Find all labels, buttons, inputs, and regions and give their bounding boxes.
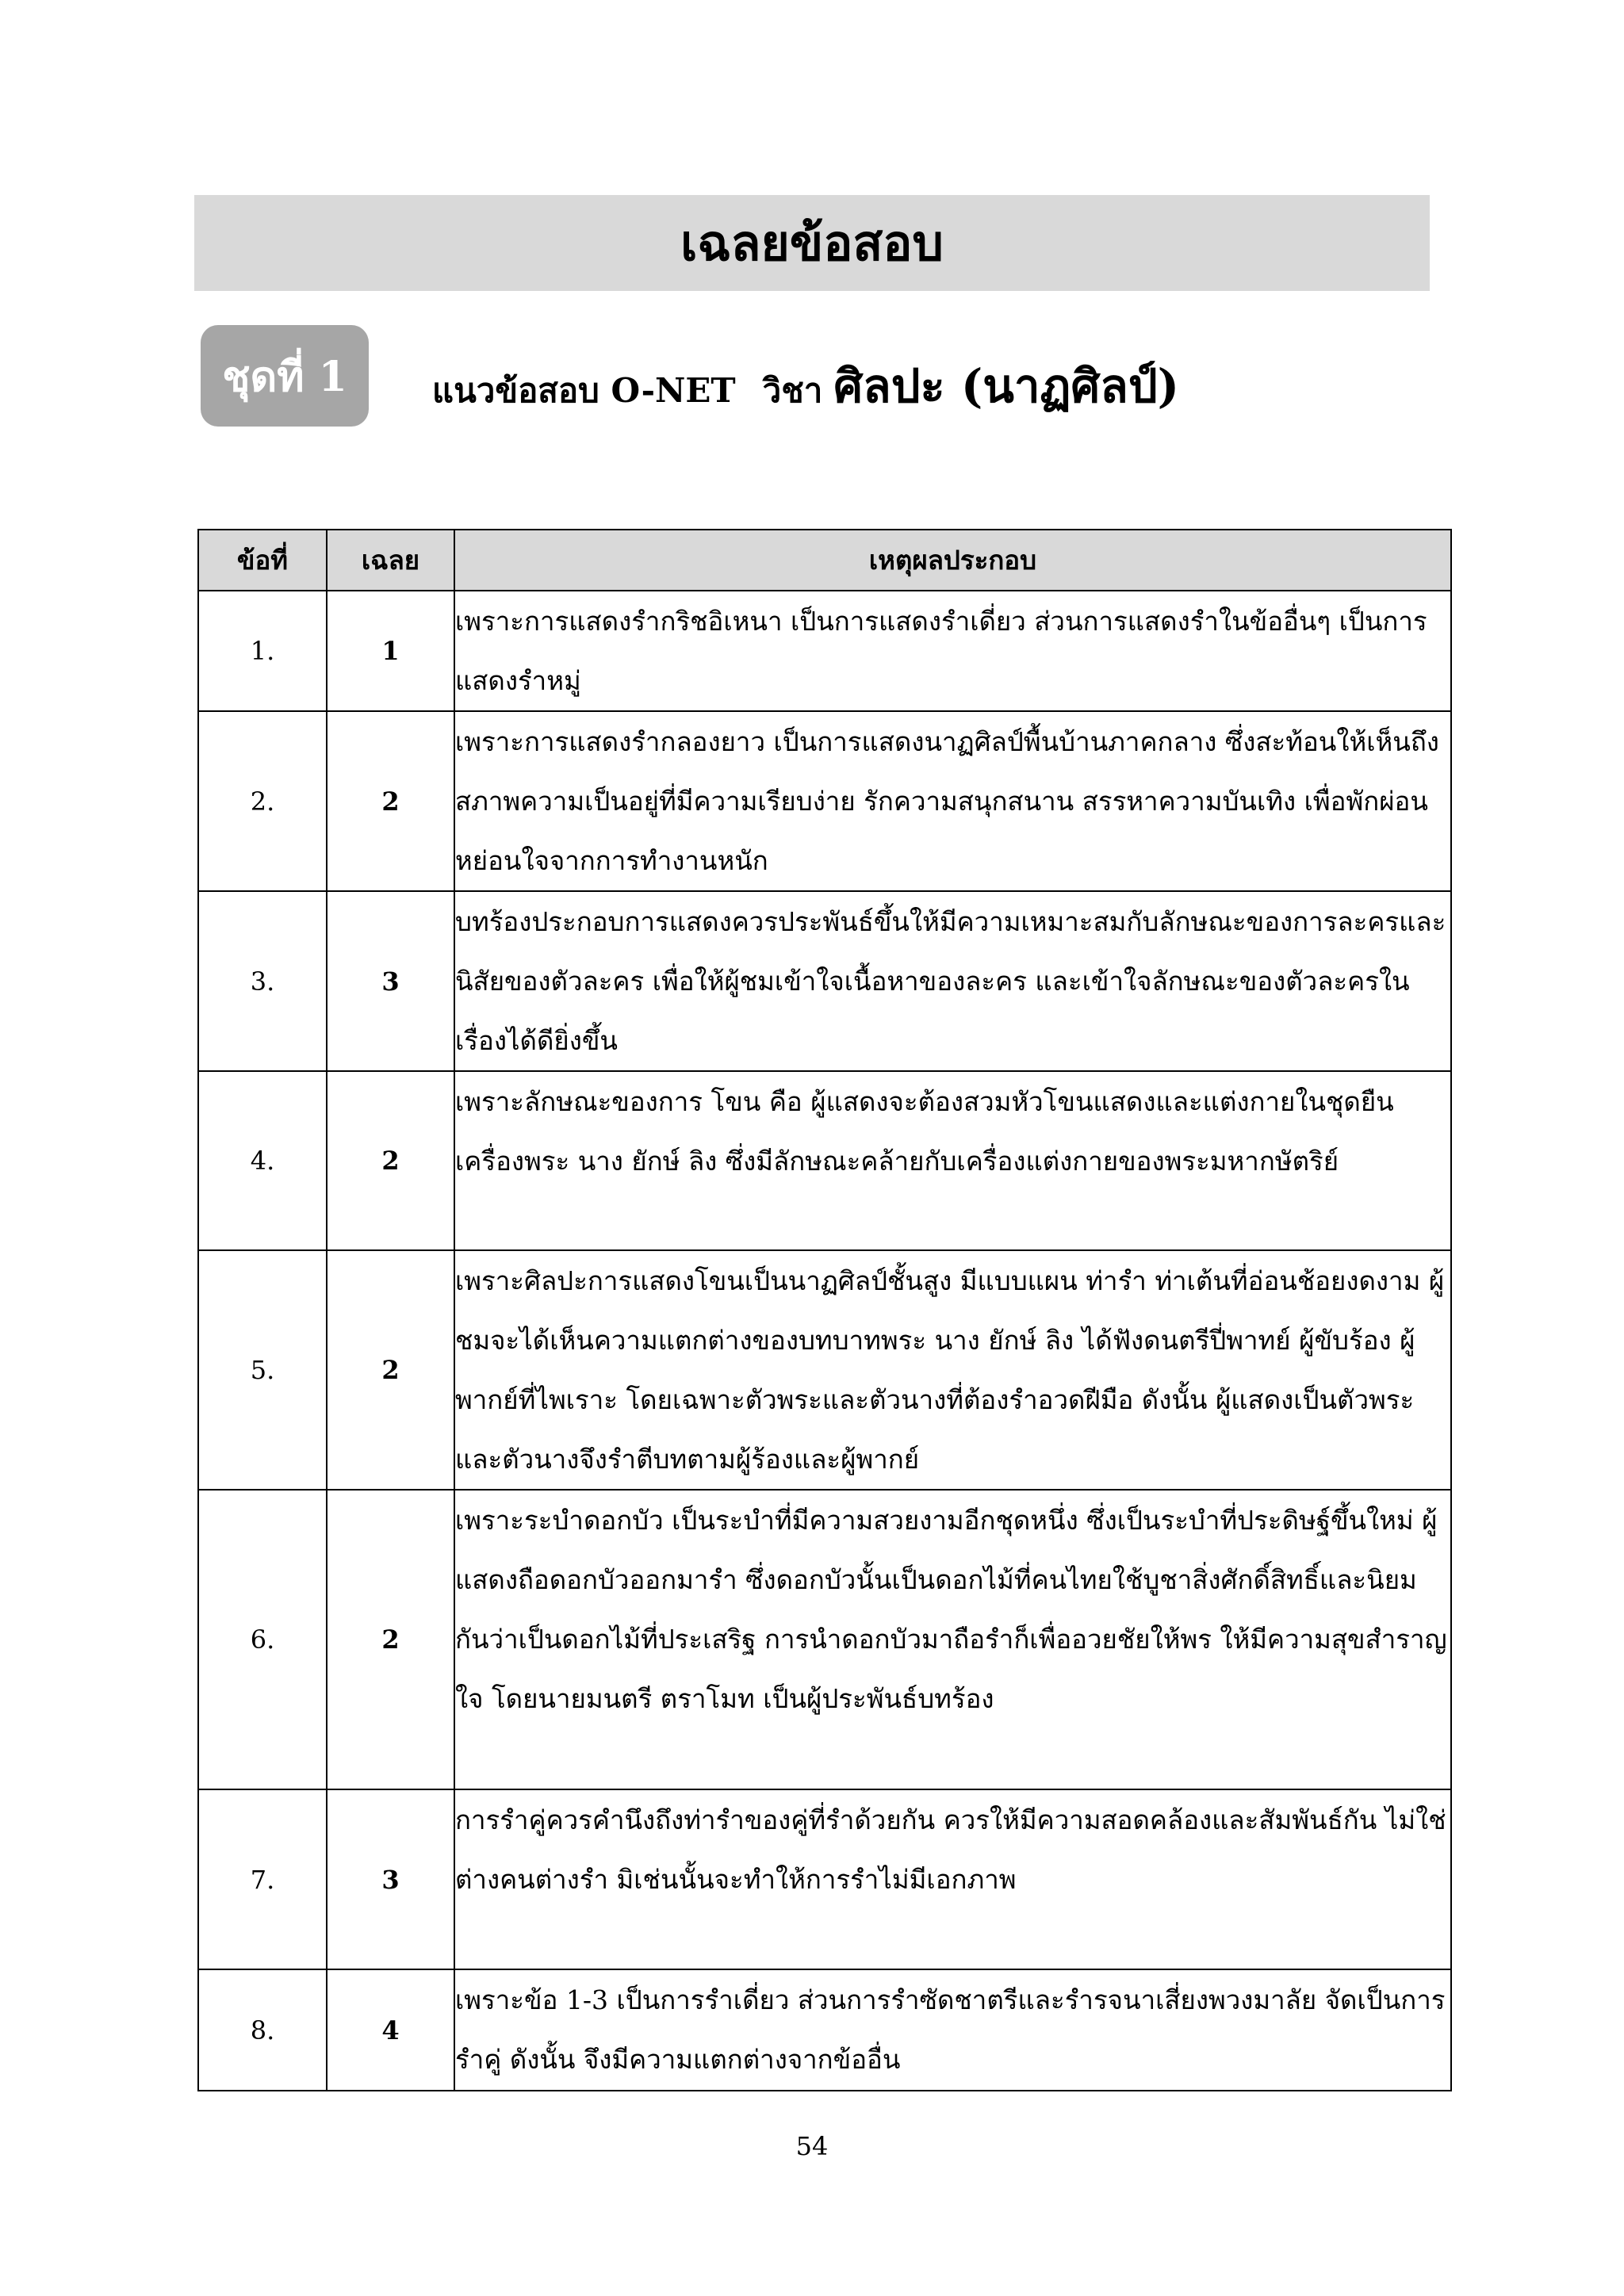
question-number: 4.: [198, 1071, 327, 1250]
question-number: 1.: [198, 591, 327, 711]
subject-heading: [432, 349, 1180, 413]
answer-table: [197, 529, 1452, 2091]
answer-choice: 2: [327, 1071, 454, 1250]
question-number: 3.: [198, 891, 327, 1071]
answer-reason: เพราะลักษณะของการ โขน คือ ผู้แสดงจะต้องสวมหัวโขนแสดงและแต่งกายในชุดยืนเครื่องพระ นาง ยักษ์ ลิง ซึ่งมีลักษณะคล้ายกับเครื่องแต่งกายของพระมหากษัตริย์: [454, 1071, 1451, 1250]
table-row: [198, 1789, 1451, 1969]
answer-reason: เพราะศิลปะการแสดงโขนเป็นนาฏศิลป์ชั้นสูง มีแบบแผน ท่ารำ ท่าเต้นที่อ่อนช้อยงดงาม ผู้ชมจะได้เห็นความแตกต่างของบทบาทพระ นาง ยักษ์ ลิง ได้ฟังดนตรีปี่พาทย์ ผู้ขับร้อง ผู้พากย์ที่ไพเราะ โดยเฉพาะตัวพระและตัวนางที่ต้องรำอวดฝีมือ ดังนั้น ผู้แสดงเป็นตัวพระและตัวนางจึงรำตีบทตามผู้ร้องและผู้พากย์: [454, 1250, 1451, 1490]
set-badge: [201, 325, 369, 427]
answer-reason: เพราะการแสดงรำกริชอิเหนา เป็นการแสดงรำเดี่ยว ส่วนการแสดงรำในข้ออื่นๆ เป็นการแสดงรำหมู่: [454, 591, 1451, 711]
question-number: 6.: [198, 1490, 327, 1789]
table-row: [198, 711, 1451, 891]
answer-choice: 4: [327, 1969, 454, 2091]
table-row: [198, 1071, 1451, 1250]
table-row: [198, 1490, 1451, 1789]
answer-reason: เพราะระบำดอกบัว เป็นระบำที่มีความสวยงามอีกชุดหนึ่ง ซึ่งเป็นระบำที่ประดิษฐ์ขึ้นใหม่ ผู้แสดงถือดอกบัวออกมารำ ซึ่งดอกบัวนั้นเป็นดอกไม้ที่คนไทยใช้บูชาสิ่งศักดิ์สิทธิ์และนิยมกันว่าเป็นดอกไม้ที่ประเสริฐ การนำดอกบัวมาถือรำก็เพื่ออวยชัยให้พร ให้มีความสุขสำราญใจ โดยนายมนตรี ตราโมท เป็นผู้ประพันธ์บทร้อง: [454, 1490, 1451, 1789]
question-number: 8.: [198, 1969, 327, 2091]
question-number: 7.: [198, 1789, 327, 1969]
answer-reason: บทร้องประกอบการแสดงควรประพันธ์ขึ้นให้มีความเหมาะสมกับลักษณะของการละครและนิสัยของตัวละคร เพื่อให้ผู้ชมเข้าใจเนื้อหาของละคร และเข้าใจลักษณะของตัวละครในเรื่องได้ดียิ่งขึ้น: [454, 891, 1451, 1071]
question-number: 2.: [198, 711, 327, 891]
subject-label: วิชา: [762, 371, 823, 410]
answer-choice: 2: [327, 711, 454, 891]
answer-choice: 3: [327, 1789, 454, 1969]
table-row: [198, 591, 1451, 711]
table-row: [198, 1250, 1451, 1490]
subject-name: ศิลปะ (นาฏศิลป์): [833, 359, 1180, 413]
answer-choice: 1: [327, 591, 454, 711]
answer-reason: เพราะข้อ 1-3 เป็นการรำเดี่ยว ส่วนการรำซัดชาตรีและรำรจนาเสี่ยงพวงมาลัย จัดเป็นการรำคู่ ดังนั้น จึงมีความแตกต่างจากข้ออื่น: [454, 1969, 1451, 2091]
table-row: [198, 1969, 1451, 2091]
answer-reason: การรำคู่ควรคำนึงถึงท่ารำของคู่ที่รำด้วยกัน ควรให้มีความสอดคล้องและสัมพันธ์กัน ไม่ใช่ต่างคนต่างรำ มิเช่นนั้นจะทำให้การรำไม่มีเอกภาพ: [454, 1789, 1451, 1969]
table-row: [198, 891, 1451, 1071]
answer-choice: 2: [327, 1250, 454, 1490]
column-header-answer: เฉลย: [327, 530, 454, 591]
exam-type-label: แนวข้อสอบ O-NET: [432, 371, 736, 410]
column-header-reason: เหตุผลประกอบ: [454, 530, 1451, 591]
answer-reason: เพราะการแสดงรำกลองยาว เป็นการแสดงนาฏศิลป์พื้นบ้านภาคกลาง ซึ่งสะท้อนให้เห็นถึงสภาพความเป็นอยู่ที่มีความเรียบง่าย รักความสนุกสนาน สรรหาความบันเทิง เพื่อพักผ่อนหย่อนใจจากการทำงานหนัก: [454, 711, 1451, 891]
page-number: 54: [795, 2131, 829, 2161]
set-badge-label: ชุดที่ 1: [222, 352, 347, 401]
answer-choice: 2: [327, 1490, 454, 1789]
column-header-no: ข้อที่: [198, 530, 327, 591]
page-title: เฉลยข้อสอบ: [680, 213, 944, 272]
answer-key-banner: [194, 195, 1430, 291]
table-header-row: [198, 530, 1451, 591]
answer-choice: 3: [327, 891, 454, 1071]
question-number: 5.: [198, 1250, 327, 1490]
